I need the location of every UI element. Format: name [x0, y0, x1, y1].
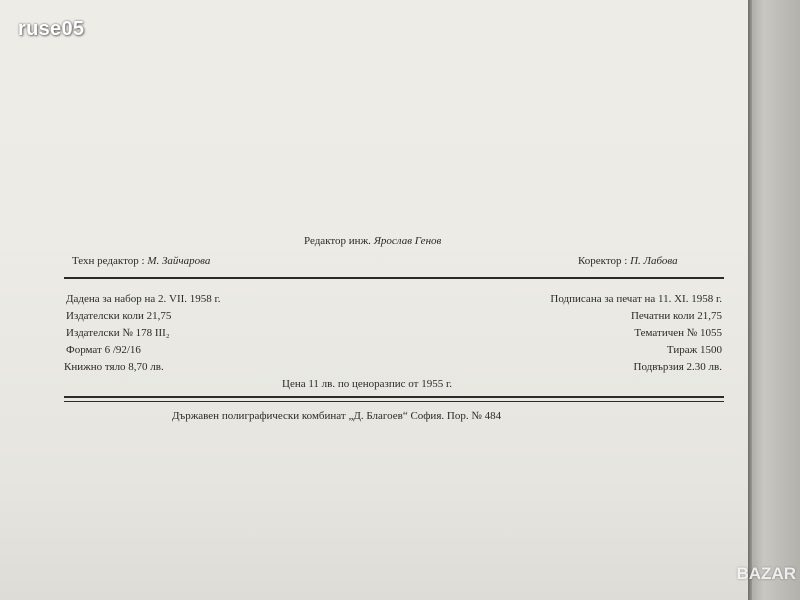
next-page-edge	[748, 0, 800, 600]
editor-line	[304, 236, 441, 247]
tech-editor-name: М. Зайчарова	[147, 255, 211, 267]
rule-bottom-1	[64, 396, 724, 398]
editor-name: Ярослав Генов	[373, 235, 442, 247]
right-item-0: Подписана за печат на 11. XI. 1958 г.	[550, 293, 722, 305]
price-line: Цена 11 лв. по ценоразпис от 1955 г.	[282, 378, 452, 390]
brand-watermark: BAZAR	[736, 564, 796, 583]
proofreader-line	[578, 256, 678, 267]
printer-line: Държавен полиграфически комбинат „Д. Благоев“ София. Пор. № 484	[172, 410, 502, 422]
right-item-3: Тираж 1500	[666, 344, 722, 356]
editor-label: Редактор инж.	[304, 235, 371, 247]
right-item-1: Печатни коли 21,75	[630, 310, 722, 322]
watermark-text: ruse05	[18, 18, 85, 40]
left-item-3: Формат 6 /92/16	[66, 344, 141, 356]
right-item-4: Подвързия 2.30 лв.	[633, 361, 722, 373]
tech-editor-line	[72, 256, 210, 267]
proofreader-name: П. Лабова	[630, 255, 678, 267]
rule-bottom-2	[64, 401, 724, 402]
left-item-2: Издателски № 178 III₂	[66, 327, 170, 339]
right-item-2: Тематичен № 1055	[634, 327, 722, 339]
left-item-1: Издателски коли 21,75	[66, 310, 172, 322]
page-edge-shadow	[748, 0, 752, 600]
left-item-0: Дадена за набор на 2. VII. 1958 г.	[66, 293, 221, 305]
left-item-4: Книжно тяло 8,70 лв.	[64, 361, 164, 373]
tech-editor-label: Техн редактор :	[72, 255, 145, 267]
rule-top	[64, 277, 724, 279]
proofreader-label: Коректор :	[578, 255, 628, 267]
